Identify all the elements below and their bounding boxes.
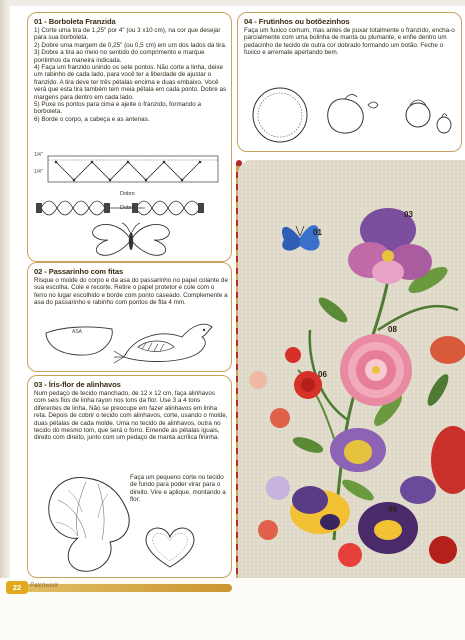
photo-label-08: 08 — [388, 325, 397, 334]
page-number: 22 — [6, 581, 28, 594]
step-3: 3) Dobre a tira ao meio no sentido do comprimento e marque pontinhos da maneira indicada. — [34, 49, 205, 64]
card-text: Risque o molde do corpo e da asa do passarinho no papel colante de sua escolha. Cole e recorte. Retire o papel protetor e cole com o ferro no lugar escolhido e borde com ponto caseado. Complemente a asa do passarinho e rabinho com pontos de fita 4 mm. — [34, 277, 228, 307]
step-2: 2) Dobre uma margem de 0,25" (ou 0,5 cm) em um dos lados da tira. — [34, 41, 227, 49]
photo-label-06: 06 — [318, 370, 327, 379]
card-title: 01 - Borboleta Franzida — [34, 17, 116, 26]
dimension-label: 1/4" — [34, 152, 43, 158]
embroidery-photo — [238, 160, 465, 580]
card-text: Faça um fuxico comum, mas antes de puxar totalmente o franzido, encha-o parcialmente com uma bolinha de manta ou plumante, e enfie dentro um pedacinho de tecido de outra cor dobrado formando um botão. Feche o fuxico e arremate apertando bem. — [244, 27, 455, 57]
card-iris — [27, 375, 232, 578]
dobre-label: Dobre — [120, 191, 135, 197]
photo-label-03: 03 — [404, 210, 413, 219]
card-title: 02 - Passarinho com fitas — [34, 267, 124, 276]
strip-diagram — [36, 150, 226, 190]
card-title: 04 - Frutinhos ou botõezinhos — [244, 17, 350, 26]
butterfly-outline-icon — [86, 221, 176, 259]
card-passarinho — [27, 262, 232, 372]
photo-label-09: 09 — [388, 505, 397, 514]
dobre-label: Dobre — [120, 205, 135, 211]
pink-flower — [340, 334, 412, 406]
brand-mark: Patchwork — [30, 583, 59, 589]
card-frutinhos — [237, 12, 462, 152]
step-6: 6) Borde o corpo, a cabeça e as antenas. — [34, 115, 150, 123]
dimension-label: 1/4" — [34, 169, 43, 175]
page-spine — [0, 0, 10, 640]
embroidery-illustration — [238, 160, 465, 580]
card-side-text: Faça um pequeno corte no tecido de fundo para poder virar para o direito. Vire e aplique, montando a flor. — [130, 474, 226, 504]
step-5: 5) Puxe os pontos para cima e ajeite o franzido, formando a borboleta. — [34, 101, 201, 116]
card-borboleta — [27, 12, 232, 262]
fuxico-diagram — [250, 83, 455, 147]
card-text: Num pedaço de tecido manchado, de 12 x 12 cm, faça alinhavos com seis fios de linha rayon nos tons da flor. Use 3 a 4 tons diferentes de linha. Não se preocupe em fazer alinhavos em linha reta. Depois de cobrir o tecido com alinhavos, corte, usando o molde, duas pétalas de cada molde. Uma no tecido de alinhavos, outra no tecido do mesmo tom, que será o forro. Emende as pétalas iguais, direito com direito, junto com um pedaço de manta acrílica fininha. — [34, 390, 228, 442]
label-asa: ASA — [72, 329, 83, 335]
step-1: 1) Corte uma tira de 1,25" por 4" (ou 3 x10 cm), na cor que desejar para sua borboleta. — [34, 27, 221, 42]
heart-pattern — [140, 523, 200, 571]
card-title: 03 - Íris-flor de alinhavos — [34, 380, 121, 389]
step-4: 4) Faça um franzido unindo os sete pontos. Não corte a linha, deixe um rabinho de cada lado, para você ter a liberdade de ajustar o franzido. A tira deve ter três pétalas encima e duas embaixo. Você verá que esta tira também tem meia pétala em cada ponto. Dobre as margens para dentro em cada lado. — [34, 64, 227, 101]
top-band — [10, 0, 465, 6]
card-steps — [34, 27, 228, 123]
photo-label-01: 01 — [313, 228, 322, 237]
iris-petal-pattern — [38, 470, 138, 575]
bird-pattern-diagram — [42, 317, 227, 369]
